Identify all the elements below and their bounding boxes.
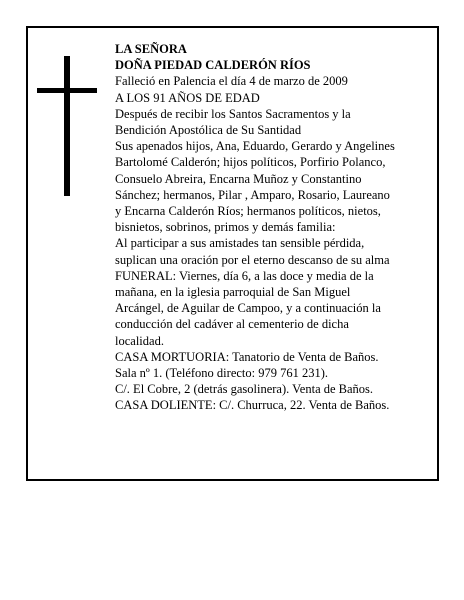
blessing-line: Bendición Apostólica de Su Santidad (115, 123, 302, 138)
funeral-line: conducción del cadáver al cementerio de dicha (115, 317, 349, 332)
deceased-name: DOÑA PIEDAD CALDERÓN RÍOS (115, 58, 311, 73)
family-home-line: CASA DOLIENTE: C/. Churruca, 22. Venta de Baños. (115, 398, 390, 413)
latin-cross-icon (37, 56, 97, 196)
funeral-line: Arcángel, de Aguilar de Campoo, y a continuación la (115, 301, 381, 316)
age-line: A LOS 91 AÑOS DE EDAD (115, 90, 260, 105)
obituary-text (115, 41, 433, 414)
funeral-line: mañana, en la iglesia parroquial de San Miguel (115, 285, 351, 300)
family-line: bisnietos, sobrinos, primos y demás familia: (115, 220, 336, 235)
cross-vertical-bar (64, 56, 70, 196)
deceased-honorific: LA SEÑORA (115, 42, 187, 56)
sacraments-line: Después de recibir los Santos Sacramentos y la (115, 106, 351, 121)
cross-horizontal-bar (37, 88, 97, 93)
request-line: suplican una oración por el eterno descanso de su alma (115, 252, 390, 267)
funeral-line: FUNERAL: Viernes, día 6, a las doce y media de la (115, 268, 374, 283)
family-line: y Encarna Calderón Ríos; hermanos políticos, nietos, (115, 204, 381, 219)
request-line: Al participar a sus amistades tan sensible pérdida, (115, 236, 365, 251)
funeral-home-address-line: C/. El Cobre, 2 (detrás gasolinera). Venta de Baños. (115, 382, 374, 397)
family-line: Sus apenados hijos, Ana, Eduardo, Gerardo y Angelines (115, 139, 395, 154)
death-date-line: Falleció en Palencia el día 4 de marzo de 2009 (115, 74, 348, 89)
funeral-home-line: CASA MORTUORIA: Tanatorio de Venta de Baños. (115, 349, 379, 364)
family-line: Consuelo Abreira, Encarna Muñoz y Constantino (115, 171, 362, 186)
funeral-home-line: Sala nº 1. (Teléfono directo: 979 761 231). (115, 366, 329, 381)
family-line: Sánchez; hermanos, Pilar , Amparo, Rosario, Laureano (115, 187, 390, 202)
funeral-line: localidad. (115, 333, 164, 348)
family-line: Bartolomé Calderón; hijos políticos, Porfirio Polanco, (115, 155, 386, 170)
